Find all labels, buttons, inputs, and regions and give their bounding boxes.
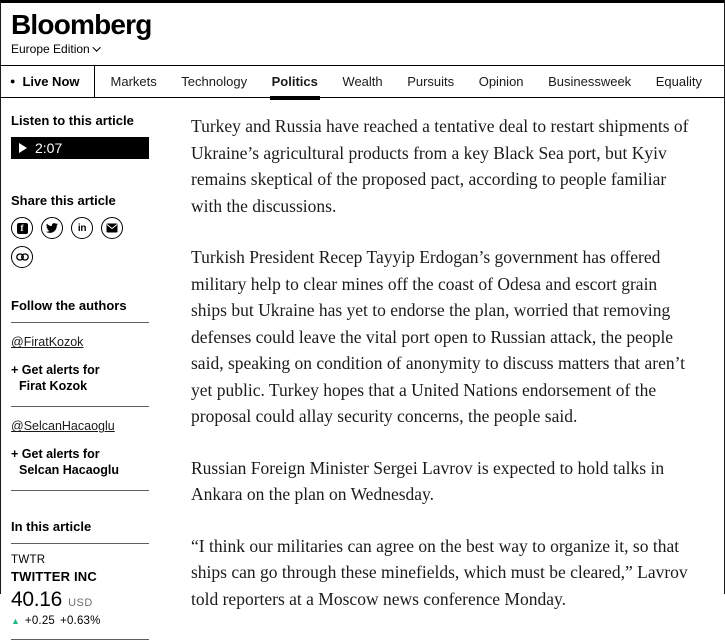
nav-item-technology[interactable]: Technology [181, 74, 248, 90]
nav-item-politics[interactable]: Politics [272, 66, 318, 97]
nav-item-equality[interactable]: Equality [655, 74, 702, 90]
currency-label: USD [68, 597, 93, 610]
ticker-symbol: TWTR [11, 554, 46, 567]
follow-title: Follow the authors [11, 298, 127, 314]
up-arrow-icon: ▲ [11, 616, 20, 627]
author-handle-link[interactable]: @SelcanHacaoglu [11, 419, 115, 434]
alerts-line1: + Get alerts for [11, 363, 100, 378]
article-paragraph: Turkey and Russia have reached a tentative deal to restart shipments of Ukraine’s agricultural products from a key Black Sea port, but Kyiv remains skeptical of the proposed pact, according to people familiar with the discussions. [191, 116, 689, 216]
nav-item-opinion[interactable]: Opinion [478, 74, 524, 90]
listen-section [11, 113, 161, 159]
chevron-down-icon [92, 44, 100, 52]
article-paragraph: Russian Foreign Minister Sergei Lavrov is expected to hold talks in Ankara on the plan on Wednesday. [191, 457, 665, 505]
nav-item-businessweek[interactable]: Businessweek [548, 74, 632, 90]
get-alerts-button[interactable] [11, 362, 149, 394]
price-change: +0.25 [24, 615, 56, 628]
nav-item-markets[interactable]: Markets [110, 74, 157, 90]
nav-live-now[interactable] [1, 66, 95, 97]
live-dot-icon: ● [10, 76, 16, 87]
audio-duration: 2:07 [35, 140, 63, 157]
top-nav [1, 65, 724, 98]
article-paragraph: Turkish President Recep Tayyip Erdogan’s government has offered military help to clear mines off the coast of Odesa and escort grain ships but Ukraine has yet to endorse the plan, worried that removing defenses could leave the vital port open to Russian attack, the people said, speaking on condition of anonymity to discuss matters that aren’t yet public. Turkey hopes that a United Nations endorsement of the proposal could allay security concerns, the people said. [191, 247, 685, 427]
nav-item-wealth[interactable]: Wealth [342, 74, 383, 90]
share-copy-link-button[interactable] [11, 246, 33, 268]
link-icon [16, 253, 29, 261]
content [1, 98, 724, 640]
edition-selector[interactable] [11, 42, 101, 56]
share-facebook-button[interactable] [11, 217, 33, 239]
listen-title: Listen to this article [11, 113, 134, 129]
follow-section [11, 298, 161, 491]
live-now-label: Live Now [22, 74, 80, 90]
play-icon [19, 143, 27, 153]
share-linkedin-button[interactable] [71, 217, 93, 239]
nav-items [95, 66, 724, 97]
alerts-line2: Selcan Hacaoglu [19, 463, 120, 478]
share-icons [11, 217, 131, 268]
nav-item-pursuits[interactable]: Pursuits [407, 74, 455, 90]
ticker-card-twtr[interactable] [11, 544, 149, 640]
email-icon [106, 223, 118, 233]
alerts-line2: Firat Kozok [19, 379, 88, 394]
bloomberg-logo[interactable]: Bloomberg [11, 9, 152, 40]
author-block-selcan [11, 407, 149, 491]
article-paragraph: “I think our militaries can agree on the best way to organize it, so that ships can go through these minefields, which must be cleared,” Lavrov told reporters at a Moscow news conference Monday. [191, 535, 688, 609]
alerts-line1: + Get alerts for [11, 447, 100, 462]
change-row [11, 615, 149, 627]
in-this-article-title: In this article [11, 519, 92, 535]
share-title: Share this article [11, 193, 116, 209]
in-this-article-section [11, 519, 161, 640]
company-name: TWITTER INC [11, 569, 97, 585]
article-body [191, 113, 696, 640]
price-row [11, 588, 149, 612]
stock-price: 40.16 [11, 588, 63, 612]
facebook-icon: f [17, 223, 28, 234]
author-block-firat [11, 323, 149, 407]
get-alerts-button[interactable] [11, 446, 149, 478]
share-twitter-button[interactable] [41, 217, 63, 239]
twitter-icon [46, 222, 58, 234]
edition-label: Europe Edition [11, 42, 90, 57]
linkedin-icon: in [77, 222, 87, 234]
author-handle-link[interactable]: @FiratKozok [11, 335, 84, 350]
masthead [1, 3, 724, 58]
price-change-pct: +0.63% [60, 615, 101, 628]
sidebar [11, 113, 161, 640]
audio-play-button[interactable] [11, 137, 149, 159]
share-email-button[interactable] [101, 217, 123, 239]
share-section [11, 193, 161, 268]
